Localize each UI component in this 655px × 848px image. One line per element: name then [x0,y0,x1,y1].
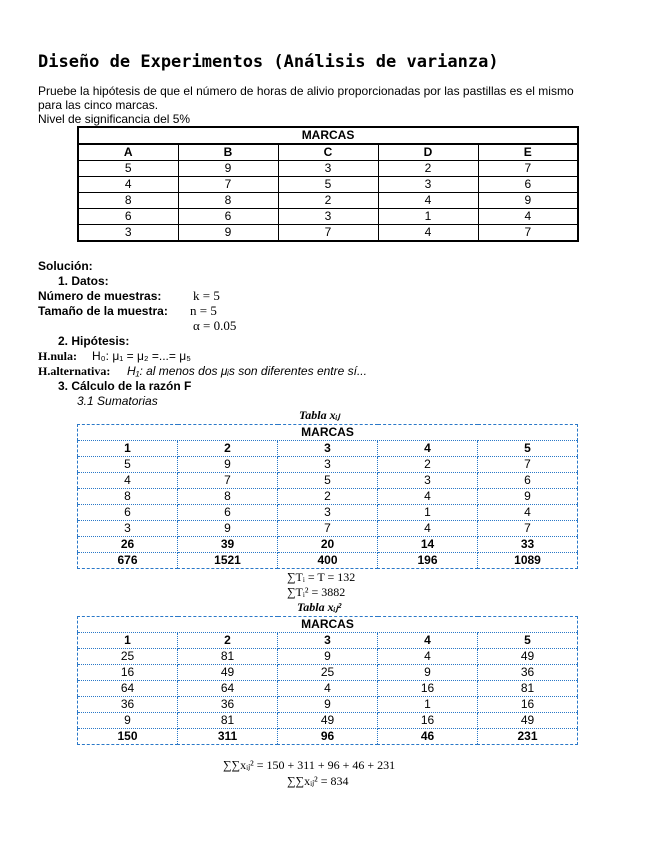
table-cell: 1 [378,505,478,521]
table-row [78,697,578,713]
table-cell: 3 [78,521,178,537]
table-cell: 5 [478,441,578,457]
table-cell: 4 [378,649,478,665]
table-cell: 3 [378,177,478,193]
table-cell: 2 [278,489,378,505]
table-cell: 9 [478,489,578,505]
table-cell: 3 [278,633,378,649]
table-cell: 7 [178,177,278,193]
solution-label: Solución: [38,259,93,273]
table-cell: 25 [278,665,378,681]
table-cell: 3 [278,505,378,521]
table-cell: 39 [178,537,278,553]
table-cell: 36 [178,697,278,713]
samples-value: k = 5 [193,288,220,303]
table-cell: 16 [78,665,178,681]
table-cell: 36 [78,697,178,713]
totals-row [78,729,578,745]
table-cell: 3 [378,473,478,489]
table-row [78,713,578,729]
table-cell: 8 [78,489,178,505]
table-cell: 196 [378,553,478,569]
table-cell: 231 [478,729,578,745]
page-title: Diseño de Experimentos (Análisis de varianza) [38,52,499,72]
column-header-row [78,441,578,457]
table-cell: 4 [378,225,478,242]
table-cell: 4 [378,633,478,649]
table-cell: 3 [278,457,378,473]
alpha-value: α = 0.05 [193,318,237,333]
table-row [78,209,578,225]
table-cell: 6 [78,505,178,521]
table-cell: 7 [278,225,378,242]
table-row [78,681,578,697]
table-row [78,665,578,681]
double-sum-expansion: ∑∑xᵢⱼ² = 150 + 311 + 96 + 46 + 231 [223,758,396,772]
table-cell: 1 [78,633,178,649]
table-row [78,473,578,489]
table-cell: 4 [378,193,478,209]
table-row [78,521,578,537]
table-cell: 9 [178,225,278,242]
table-cell: 9 [278,697,378,713]
table-cell: 64 [78,681,178,697]
table-cell: 6 [78,209,178,225]
table-cell: 5 [478,633,578,649]
table-cell: C [278,144,378,161]
table-cell: 96 [278,729,378,745]
table-row [78,649,578,665]
table-cell: 20 [278,537,378,553]
sum-squared-totals-formula: ∑Tᵢ² = 3882 [287,585,346,599]
table-cell: 1089 [478,553,578,569]
table-cell: 36 [478,665,578,681]
table-cell: 8 [178,489,278,505]
table-cell: 49 [478,713,578,729]
table-cell: 64 [178,681,278,697]
table-row [78,505,578,521]
table-cell: 3 [278,209,378,225]
table-cell: 7 [478,225,578,242]
table-row [78,489,578,505]
table-cell: 81 [478,681,578,697]
step-1-heading: 1. Datos: [58,274,109,288]
table-row [78,225,578,242]
table-cell: 7 [478,521,578,537]
double-sum-result: ∑∑xᵢⱼ² = 834 [287,774,349,788]
sums-table [77,424,578,569]
table-cell: 16 [378,713,478,729]
table-cell: 9 [78,713,178,729]
table-cell: 6 [178,209,278,225]
intro-line-1: Pruebe la hipótesis de que el número de horas de alivio proporcionadas por las pastillas es el mismo [38,84,574,98]
step-3-heading: 3. Cálculo de la razón F [58,379,192,393]
table-cell: 7 [178,473,278,489]
table-cell: 8 [78,193,178,209]
squared-totals-row [78,553,578,569]
table-cell: 4 [378,441,478,457]
table-cell: 9 [178,161,278,177]
table-cell: D [378,144,478,161]
table-row [78,193,578,209]
table-cell: 2 [278,193,378,209]
table-cell: 9 [178,457,278,473]
table-cell: 25 [78,649,178,665]
table-xij-caption: Tabla xᵢⱼ [299,408,340,422]
table-cell: 1 [378,209,478,225]
table-cell: A [78,144,178,161]
intro-line-3: Nivel de significancia del 5% [38,112,191,126]
table-cell: 4 [478,505,578,521]
table-cell: 4 [378,521,478,537]
step-2-heading: 2. Hipótesis: [58,334,130,348]
table-cell: 4 [378,489,478,505]
column-header-row [78,144,578,161]
table-row [78,457,578,473]
sample-size-value: n = 5 [190,303,217,318]
table-cell: 7 [478,161,578,177]
table-cell: 2 [378,161,478,177]
table-cell: 16 [378,681,478,697]
table-xij2-caption: Tabla xᵢⱼ² [297,600,342,614]
table-cell: 3 [278,441,378,457]
sum-totals-formula: ∑Tᵢ = T = 132 [287,570,356,584]
table-cell: 2 [378,457,478,473]
table-cell: 1 [78,441,178,457]
table-cell: 1 [378,697,478,713]
table-cell: 6 [178,505,278,521]
column-header-row [78,633,578,649]
table-cell: B [178,144,278,161]
table-cell: 2 [178,633,278,649]
table-cell: 9 [378,665,478,681]
table-cell: 4 [78,177,178,193]
h1-text: H₁: al menos dos μᵢs son diferentes entre sí... [127,364,367,378]
table-header: MARCAS [78,127,578,144]
table-cell: E [478,144,578,161]
table-cell: 6 [478,177,578,193]
table-header: MARCAS [78,617,578,633]
samples-label: Número de muestras: [38,289,162,303]
table-header: MARCAS [78,425,578,441]
table-cell: 311 [178,729,278,745]
table-cell: 5 [278,177,378,193]
table-cell: 5 [278,473,378,489]
table-cell: 150 [78,729,178,745]
table-cell: 3 [78,225,178,242]
table-cell: 81 [178,713,278,729]
table-cell: 9 [178,521,278,537]
subsection-3-1: 3.1 Sumatorias [77,394,158,408]
table-cell: 16 [478,697,578,713]
data-table [77,126,579,242]
table-cell: 7 [278,521,378,537]
table-cell: 26 [78,537,178,553]
table-cell: 9 [478,193,578,209]
table-cell: 46 [378,729,478,745]
table-cell: 3 [278,161,378,177]
table-cell: 7 [478,457,578,473]
table-cell: 2 [178,441,278,457]
h0-text: H₀: μ₁ = μ₂ =...= μ₅ [92,349,191,363]
table-cell: 1521 [178,553,278,569]
h0-label: H.nula: [38,349,78,363]
table-cell: 49 [178,665,278,681]
table-row [78,161,578,177]
totals-row [78,537,578,553]
table-cell: 49 [478,649,578,665]
squares-table [77,616,578,745]
table-cell: 9 [278,649,378,665]
table-cell: 14 [378,537,478,553]
table-cell: 33 [478,537,578,553]
table-cell: 5 [78,161,178,177]
h1-label: H.alternativa: [38,364,111,378]
table-cell: 8 [178,193,278,209]
table-cell: 400 [278,553,378,569]
intro-line-2: para las cinco marcas. [38,98,159,112]
table-cell: 81 [178,649,278,665]
table-cell: 676 [78,553,178,569]
table-cell: 4 [78,473,178,489]
table-cell: 4 [478,209,578,225]
table-cell: 5 [78,457,178,473]
table-cell: 49 [278,713,378,729]
table-row [78,177,578,193]
table-cell: 6 [478,473,578,489]
sample-size-label: Tamaño de la muestra: [38,304,168,318]
table-cell: 4 [278,681,378,697]
